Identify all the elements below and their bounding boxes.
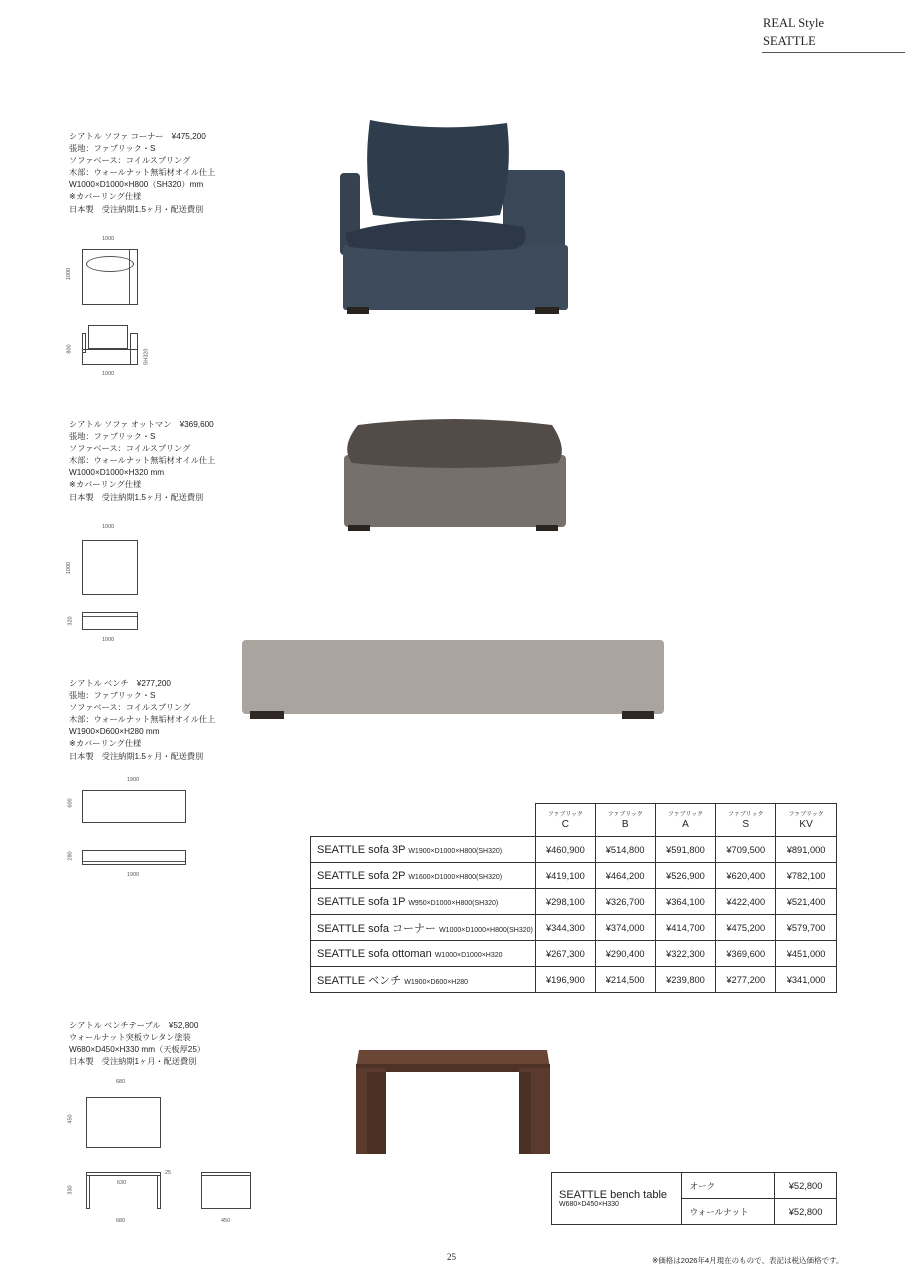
bench-title: シアトル ベンチ ¥277,200 [69, 679, 171, 688]
grade-header: ファブリック S [716, 804, 776, 837]
price-cell: ¥620,400 [716, 863, 776, 889]
dim-seat-height: SH320 [143, 348, 150, 366]
dim-top-width: 1000 [102, 236, 115, 242]
dim-front-height: 330 [67, 1185, 74, 1195]
price-cell: ¥514,800 [595, 837, 655, 863]
ottoman-top-view [82, 540, 138, 595]
dim-top-depth: 600 [67, 798, 74, 808]
spec-line: ※カバーリング仕様 [69, 739, 142, 749]
bench-top-view [82, 790, 186, 823]
dim-front-height: 800 [66, 344, 73, 354]
spec-line: 張地：ファブリック・S [69, 432, 156, 442]
spec-line: W1900×D600×H280 mm [69, 727, 160, 737]
spec-line: 木部：ウォールナット無垢材オイル仕上 [69, 715, 216, 725]
ottoman-spec [69, 419, 215, 504]
price-cell: ¥782,100 [776, 863, 837, 889]
ottoman-photo [340, 415, 570, 535]
spec-line: ソファベース：コイルスプリング [69, 156, 191, 166]
header-divider [762, 52, 905, 53]
table-row [311, 889, 837, 915]
price-cell: ¥709,500 [716, 837, 776, 863]
table-row [311, 967, 837, 993]
finish-cell: オーク [681, 1173, 775, 1199]
price-cell: ¥214,500 [595, 967, 655, 993]
price-cell: ¥326,700 [595, 889, 655, 915]
spec-line: 日本製 受注納期1ヶ月・配送費別 [69, 1057, 197, 1067]
dim-top-width: 1000 [102, 524, 115, 530]
grade-header: ファブリック A [655, 804, 716, 837]
bench-table-title: シアトル ベンチテーブル ¥52,800 [69, 1021, 199, 1030]
ottoman-front-view [82, 612, 138, 630]
table-row [311, 915, 837, 941]
grade-header: ファブリック KV [776, 804, 837, 837]
table-row [552, 1173, 837, 1199]
model-name: SEATTLE sofa ottoman W1000×D1000×H320 [311, 941, 536, 967]
model-name: SEATTLE ベンチ W1900×D600×H280 [311, 967, 536, 993]
spec-line: 木部：ウォールナット無垢材オイル仕上 [69, 168, 216, 178]
model-name: SEATTLE sofa 3P W1900×D1000×H800(SH320) [311, 837, 536, 863]
corner-sofa-top-view [82, 249, 138, 305]
price-cell: ¥341,000 [776, 967, 837, 993]
spec-line: ソファベース：コイルスプリング [69, 444, 191, 454]
page-number: 25 [447, 1252, 456, 1262]
grade-header: ファブリック B [595, 804, 655, 837]
spec-line: ※カバーリング仕様 [69, 192, 142, 202]
price-cell: ¥579,700 [776, 915, 837, 941]
price-cell: ¥414,700 [655, 915, 716, 941]
ottoman-title: シアトル ソファ オットマン ¥369,600 [69, 420, 214, 429]
price-cell: ¥267,300 [535, 941, 595, 967]
price-cell: ¥526,900 [655, 863, 716, 889]
price-cell: ¥52,800 [775, 1173, 837, 1199]
corner-sofa-front-view [82, 323, 138, 365]
dim-top-width: 1900 [127, 777, 140, 783]
dim-thickness: 25 [165, 1170, 172, 1176]
bench-table-spec [69, 1020, 205, 1068]
spec-line: 張地：ファブリック・S [69, 144, 156, 154]
spec-line: W680×D450×H330 mm（天板厚25） [69, 1045, 206, 1055]
spec-line: ※カバーリング仕様 [69, 480, 142, 490]
price-cell: ¥475,200 [716, 915, 776, 941]
dim-top-depth: 1000 [66, 561, 73, 575]
dim-front-width: 1900 [127, 872, 140, 878]
spec-line: 張地：ファブリック・S [69, 691, 156, 701]
model-name: SEATTLE sofa 1P W950×D1000×H800(SH320) [311, 889, 536, 915]
corner-sofa-photo [335, 115, 575, 320]
price-cell: ¥290,400 [595, 941, 655, 967]
spec-line: 日本製 受注納期1.5ヶ月・配送費別 [69, 204, 204, 214]
model-name: SEATTLE sofa コーナー W1000×D1000×H800(SH320) [311, 915, 536, 941]
price-cell: ¥451,000 [776, 941, 837, 967]
price-note: ※価格は2026年4月現在のもので、表記は税込価格です。 [652, 1256, 844, 1265]
bench-table-model [552, 1173, 682, 1225]
spec-line: W1000×D1000×H320 mm [69, 468, 165, 478]
price-table-header [311, 804, 837, 837]
price-cell: ¥369,600 [716, 941, 776, 967]
bench-photo [240, 638, 666, 722]
spec-line: W1000×D1000×H800（SH320）mm [69, 180, 204, 190]
bench-spec [69, 678, 215, 763]
corner-sofa-title: シアトル ソファ コーナー ¥475,200 [69, 132, 206, 141]
header-blank [311, 804, 536, 837]
bench-front-view [82, 850, 186, 865]
dim-front-width: 680 [116, 1218, 126, 1224]
table-row [311, 837, 837, 863]
price-cell: ¥591,800 [655, 837, 716, 863]
dim-inner-width: 630 [117, 1180, 127, 1186]
model-name: SEATTLE bench table [559, 1189, 668, 1201]
bench-table-price-table [551, 1172, 837, 1225]
grade-header: ファブリック C [535, 804, 595, 837]
dim-top-depth: 450 [67, 1114, 74, 1124]
price-cell: ¥419,100 [535, 863, 595, 889]
spec-line: 日本製 受注納期1.5ヶ月・配送費別 [69, 492, 204, 502]
price-cell: ¥891,000 [776, 837, 837, 863]
model-size: W680×D450×H330 [559, 1201, 619, 1208]
brand-line2: SEATTLE [763, 34, 816, 48]
table-row [311, 941, 837, 967]
dim-side-width: 450 [221, 1218, 231, 1224]
bench-table-photo [353, 1046, 553, 1156]
finish-cell: ウォールナット [681, 1199, 775, 1225]
bench-table-front-view [86, 1172, 161, 1209]
price-cell: ¥277,200 [716, 967, 776, 993]
price-cell: ¥239,800 [655, 967, 716, 993]
spec-line: ウォールナット突板ウレタン塗装 [69, 1033, 191, 1043]
price-cell: ¥374,000 [595, 915, 655, 941]
table-row [311, 863, 837, 889]
price-cell: ¥344,300 [535, 915, 595, 941]
price-cell: ¥52,800 [775, 1199, 837, 1225]
price-cell: ¥422,400 [716, 889, 776, 915]
price-cell: ¥196,900 [535, 967, 595, 993]
price-cell: ¥464,200 [595, 863, 655, 889]
price-cell: ¥521,400 [776, 889, 837, 915]
spec-line: 木部：ウォールナット無垢材オイル仕上 [69, 456, 216, 466]
brand-header [763, 14, 824, 50]
dim-top-width: 680 [116, 1079, 126, 1085]
price-cell: ¥322,300 [655, 941, 716, 967]
dim-top-depth: 1000 [66, 267, 73, 281]
price-cell: ¥298,100 [535, 889, 595, 915]
brand-line1: REAL Style [763, 16, 824, 30]
corner-sofa-spec [69, 131, 215, 216]
spec-line: 日本製 受注納期1.5ヶ月・配送費別 [69, 751, 204, 761]
dim-front-height: 280 [67, 851, 74, 861]
price-cell: ¥460,900 [535, 837, 595, 863]
bench-table-side-view [201, 1172, 251, 1209]
price-cell: ¥364,100 [655, 889, 716, 915]
dim-front-height: 320 [67, 616, 74, 626]
price-table [310, 803, 837, 993]
spec-line: ソファベース：コイルスプリング [69, 703, 191, 713]
dim-front-width: 1000 [102, 637, 115, 643]
bench-table-top-view [86, 1097, 161, 1148]
model-name: SEATTLE sofa 2P W1600×D1000×H800(SH320) [311, 863, 536, 889]
dim-front-width: 1000 [102, 371, 115, 377]
